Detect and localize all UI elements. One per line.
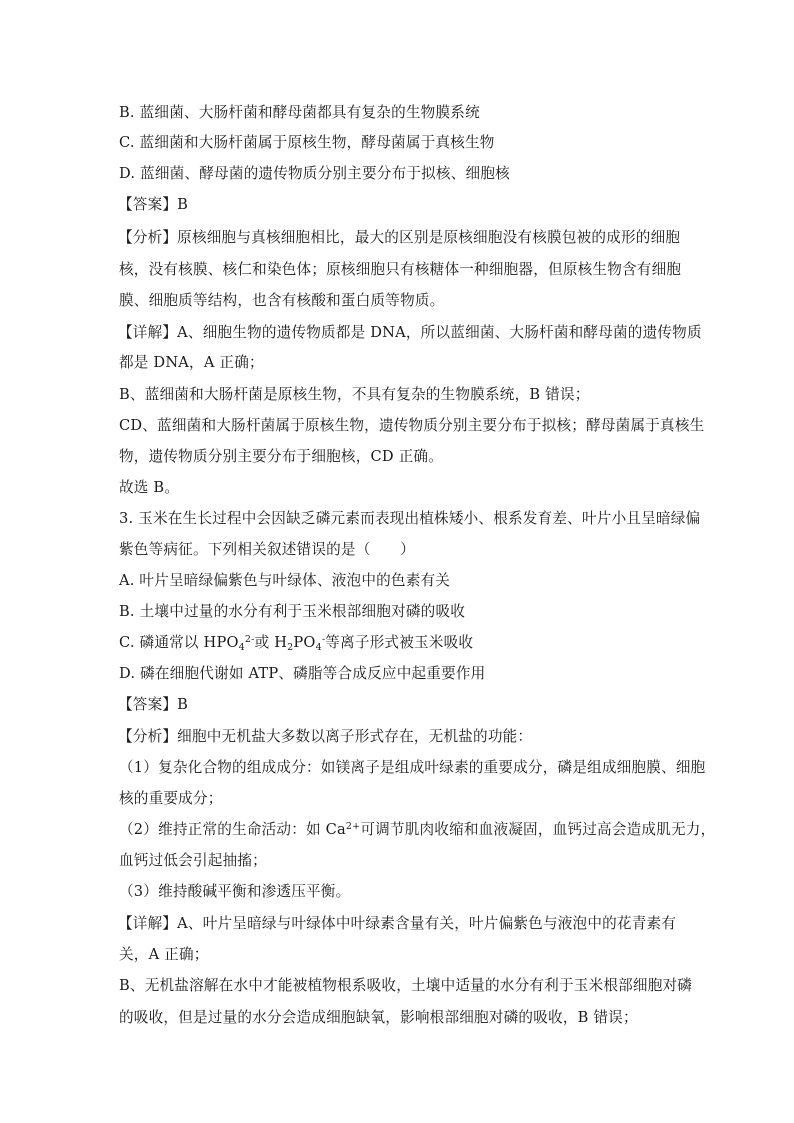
analysis-line-2: 核，没有核膜、核仁和染色体；原核细胞只有核糖体一种细胞器，但原核生物含有细胞 [119, 261, 682, 278]
conclusion-line: 故选 B。 [119, 479, 180, 496]
answer-line: 【答案】B [118, 196, 189, 213]
q3-option-d: D. 磷在细胞代谢如 ATP、磷脂等合成反应中起重要作用 [119, 665, 486, 682]
analysis-line-1: 【分析】原核细胞与真核细胞相比，最大的区别是原核细胞没有核膜包被的成形的细胞 [118, 229, 681, 246]
superscript: 2+ [345, 821, 361, 832]
q3-option-c-suffix: 等离子形式被玉米吸收 [325, 634, 474, 651]
q3-analysis-line-4-prefix: （2）维持正常的生命活动：如 Ca [119, 821, 346, 838]
q3-analysis-line-4 [119, 820, 715, 840]
q3-explanation-line-3: B、无机盐溶解在水中才能被植物根系吸收，土壤中适量的水分有利于玉米根部细胞对磷 [119, 977, 693, 994]
q3-option-a: A. 叶片呈暗绿偏紫色与叶绿体、液泡中的色素有关 [119, 572, 451, 589]
option-d-line: D. 蓝细菌、酵母菌的遗传物质分别主要分布于拟核、细胞核 [119, 165, 510, 182]
q3-answer-line: 【答案】B [118, 696, 189, 713]
subscript: 2 [287, 642, 294, 653]
q3-option-c-prefix: C. 磷通常以 HPO [119, 634, 239, 651]
q3-option-c-mid2: PO [293, 634, 316, 651]
superscript: 2- [244, 634, 255, 645]
q3-analysis-line-1: 【分析】细胞中无机盐大多数以离子形式存在，无机盐的功能： [118, 728, 533, 745]
explanation-line-1: 【详解】A、细胞生物的遗传物质都是 DNA，所以蓝细菌、大肠杆菌和酵母菌的遗传物质 [118, 324, 702, 341]
q3-explanation-line-4: 的吸收，但是过量的水分会造成细胞缺氧，影响根部细胞对磷的吸收，B 错误； [119, 1009, 638, 1026]
option-b-line: B. 蓝细菌、大肠杆菌和酵母菌都具有复杂的生物膜系统 [119, 104, 480, 121]
q3-option-c [119, 633, 473, 653]
q3-analysis-line-5: 血钙过低会引起抽搐； [119, 852, 267, 869]
q3-explanation-line-1: 【详解】A、叶片呈暗绿与叶绿体中叶绿素含量有关，叶片偏紫色与液泡中的花青素有 [118, 915, 677, 932]
explanation-line-4: CD、蓝细菌和大肠杆菌属于原核生物，遗传物质分别主要分布于拟核；酵母菌属于真核生 [119, 417, 705, 434]
subscript: 4 [238, 642, 245, 653]
subscript: 4 [315, 642, 322, 653]
question-3-line-1: 3. 玉米在生长过程中会因缺乏磷元素而表现出植株矮小、根系发育差、叶片小且呈暗绿偏 [119, 510, 701, 527]
explanation-line-5: 物，遗传物质分别主要分布于细胞核，CD 正确。 [119, 448, 443, 465]
option-c-line: C. 蓝细菌和大肠杆菌属于原核生物，酵母菌属于真核生物 [119, 134, 495, 151]
q3-option-c-mid: 或 H [254, 634, 288, 651]
analysis-line-3: 膜、细胞质等结构，也含有核酸和蛋白质等物质。 [119, 292, 445, 309]
q3-analysis-line-6: （3）维持酸碱平衡和渗透压平衡。 [119, 883, 351, 900]
q3-option-b: B. 土壤中过量的水分有利于玉米根部细胞对磷的吸收 [119, 603, 466, 620]
q3-analysis-line-2: （1）复杂化合物的组成成分：如镁离子是组成叶绿素的重要成分，磷是组成细胞膜、细胞 [119, 759, 706, 776]
q3-explanation-line-2: 关，A 正确； [119, 946, 209, 963]
explanation-line-2: 都是 DNA，A 正确； [119, 354, 264, 371]
explanation-line-3: B、蓝细菌和大肠杆菌是原核生物，不具有复杂的生物膜系统，B 错误； [119, 386, 590, 403]
superscript: - [321, 634, 326, 645]
question-3-line-2: 紫色等病征。下列相关叙述错误的是（ ） [119, 541, 415, 558]
q3-analysis-line-4-suffix: 可调节肌肉收缩和血液凝固，血钙过高会造成肌无力， [360, 821, 716, 838]
q3-analysis-line-3: 核的重要成分； [119, 790, 223, 807]
